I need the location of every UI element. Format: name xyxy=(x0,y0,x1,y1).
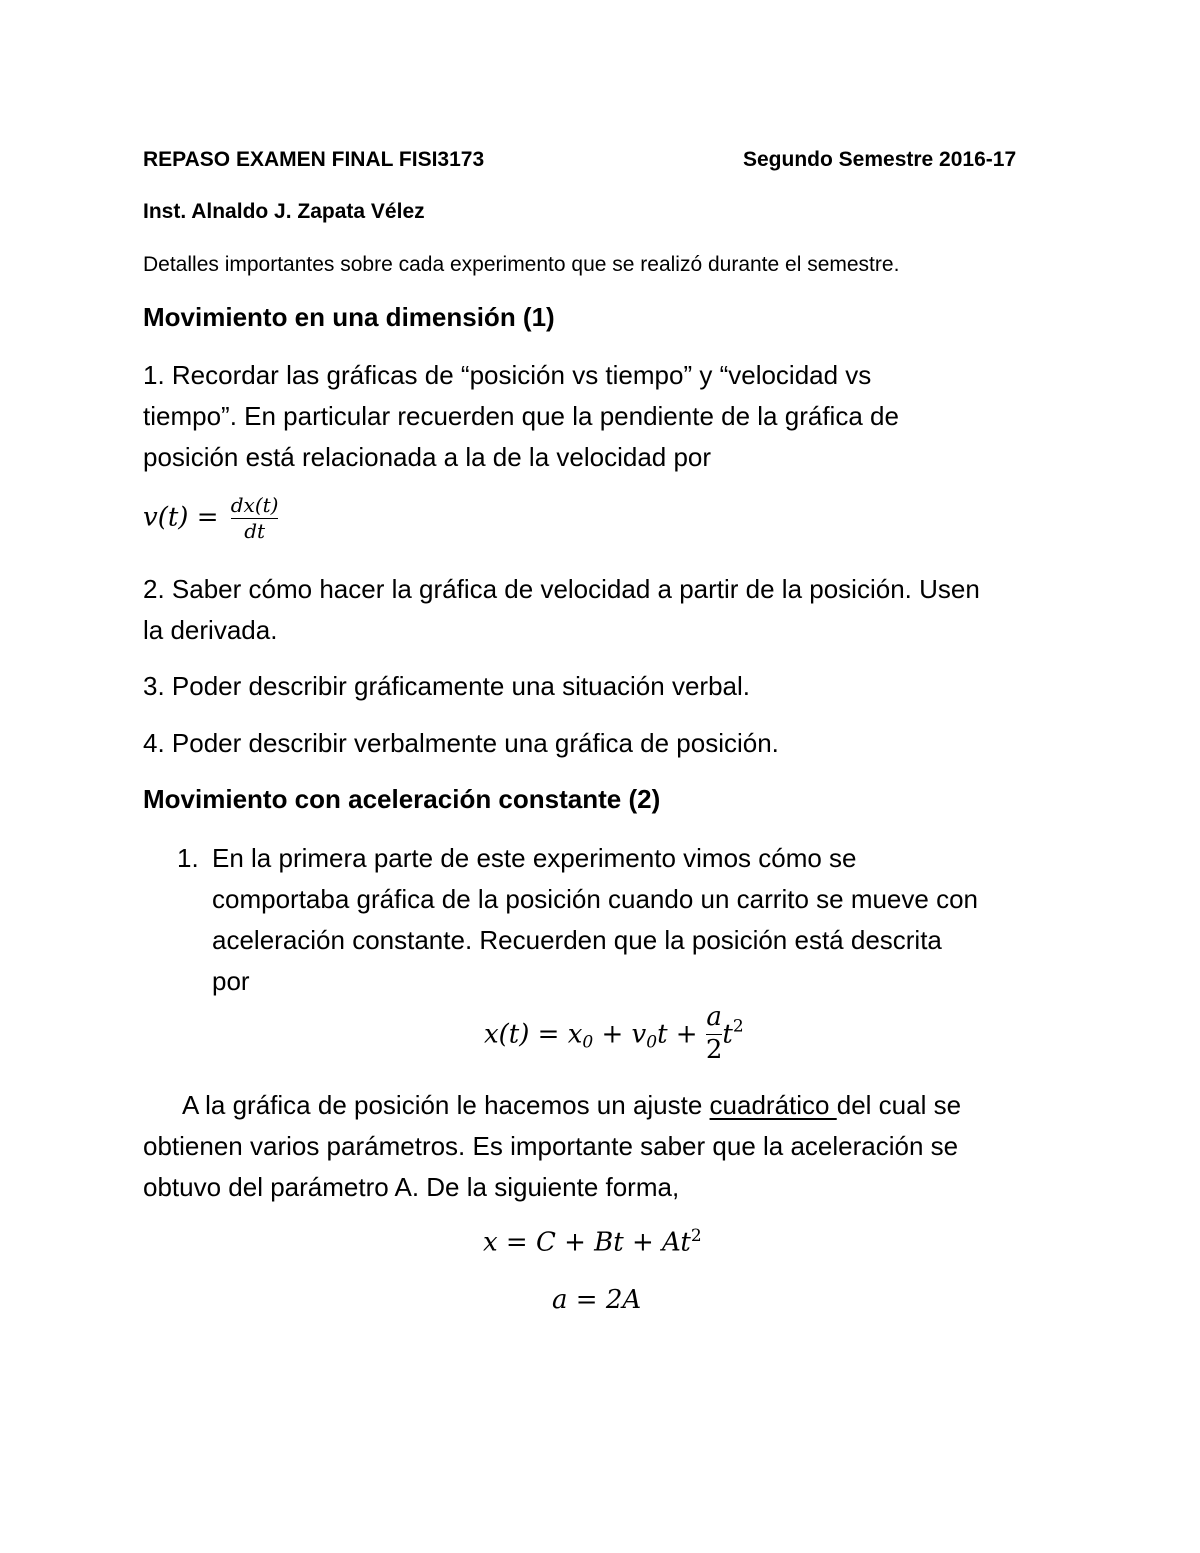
s2-item1-number: 1. xyxy=(177,843,199,873)
accel-numerator: a xyxy=(706,1002,722,1032)
s1-item1-line2: tiempo”. En particular recuerden que la pendiente de la gráfica de xyxy=(143,401,899,431)
position-equation xyxy=(484,1003,744,1066)
s2-paragraph-line1 xyxy=(182,1085,961,1126)
accel-denominator: 2 xyxy=(705,1034,723,1065)
accel-fraction xyxy=(706,1003,723,1066)
derivative-fraction xyxy=(231,494,279,543)
velocity-equation xyxy=(143,494,278,543)
s2-item1-line4: por xyxy=(212,966,250,996)
s2-item1-line1: En la primera parte de este experimento vimos cómo se xyxy=(212,843,857,873)
intro-text: Detalles importantes sobre cada experimento que se realizó durante el semestre. xyxy=(143,253,900,276)
course-title: REPASO EXAMEN FINAL FISI3173 xyxy=(143,148,485,171)
s2-paragraph-line1-after: del cual se xyxy=(836,1090,962,1120)
fit-equation-text: x = C + Bt + At xyxy=(483,1227,691,1258)
s2-item1-line3: aceleración constante. Recuerden que la posición está descrita xyxy=(212,925,942,955)
s1-item3: 3. Poder describir gráficamente una situación verbal. xyxy=(143,671,750,701)
fit-equation-exp: 2 xyxy=(690,1226,702,1246)
s1-item1-line1: 1. Recordar las gráficas de “posición vs tiempo” y “velocidad vs xyxy=(143,360,872,390)
s2-item1-line2: comportaba gráfica de la posición cuando un carrito se mueve con xyxy=(212,884,978,914)
position-eq-sub-v0: 0 xyxy=(646,1032,658,1053)
section-2-title: Movimiento con aceleración constante (2) xyxy=(143,784,661,814)
s2-paragraph-line3: obtuvo del parámetro A. De la siguiente forma, xyxy=(143,1172,680,1202)
s1-item2-line2: la derivada. xyxy=(143,615,278,645)
fit-equation xyxy=(483,1226,702,1258)
s1-item4: 4. Poder describir verbalmente una gráfica de posición. xyxy=(143,728,779,758)
s1-item1-line3: posición está relacionada a la de la velocidad por xyxy=(143,442,712,472)
s2-paragraph-underlined: cuadrático xyxy=(709,1090,837,1120)
position-eq-t: t xyxy=(722,1019,733,1050)
instructor-name: Inst. Alnaldo J. Zapata Vélez xyxy=(143,200,425,223)
derivative-numerator: dx(t) xyxy=(230,493,279,517)
acceleration-equation: a = 2A xyxy=(552,1285,642,1315)
derivative-denominator: dt xyxy=(244,519,266,543)
position-eq-exp: 2 xyxy=(732,1016,744,1037)
s1-item2-line1: 2. Saber cómo hacer la gráfica de velocidad a partir de la posición. Usen xyxy=(143,574,980,604)
position-eq-sub-x0: 0 xyxy=(582,1032,594,1053)
position-eq-lhs: x(t) = x xyxy=(484,1019,583,1050)
s2-paragraph-line2: obtienen varios parámetros. Es importante saber que la aceleración se xyxy=(143,1131,959,1161)
section-1-title: Movimiento en una dimensión (1) xyxy=(143,302,555,332)
velocity-equation-lhs: v(t) = xyxy=(143,502,219,533)
s2-paragraph-line1-before: A la gráfica de posición le hacemos un ajuste xyxy=(182,1090,710,1120)
position-eq-plus-v: + v xyxy=(593,1019,647,1050)
semester-label: Segundo Semestre 2016-17 xyxy=(743,148,1017,171)
position-eq-t-plus: t + xyxy=(657,1019,698,1050)
